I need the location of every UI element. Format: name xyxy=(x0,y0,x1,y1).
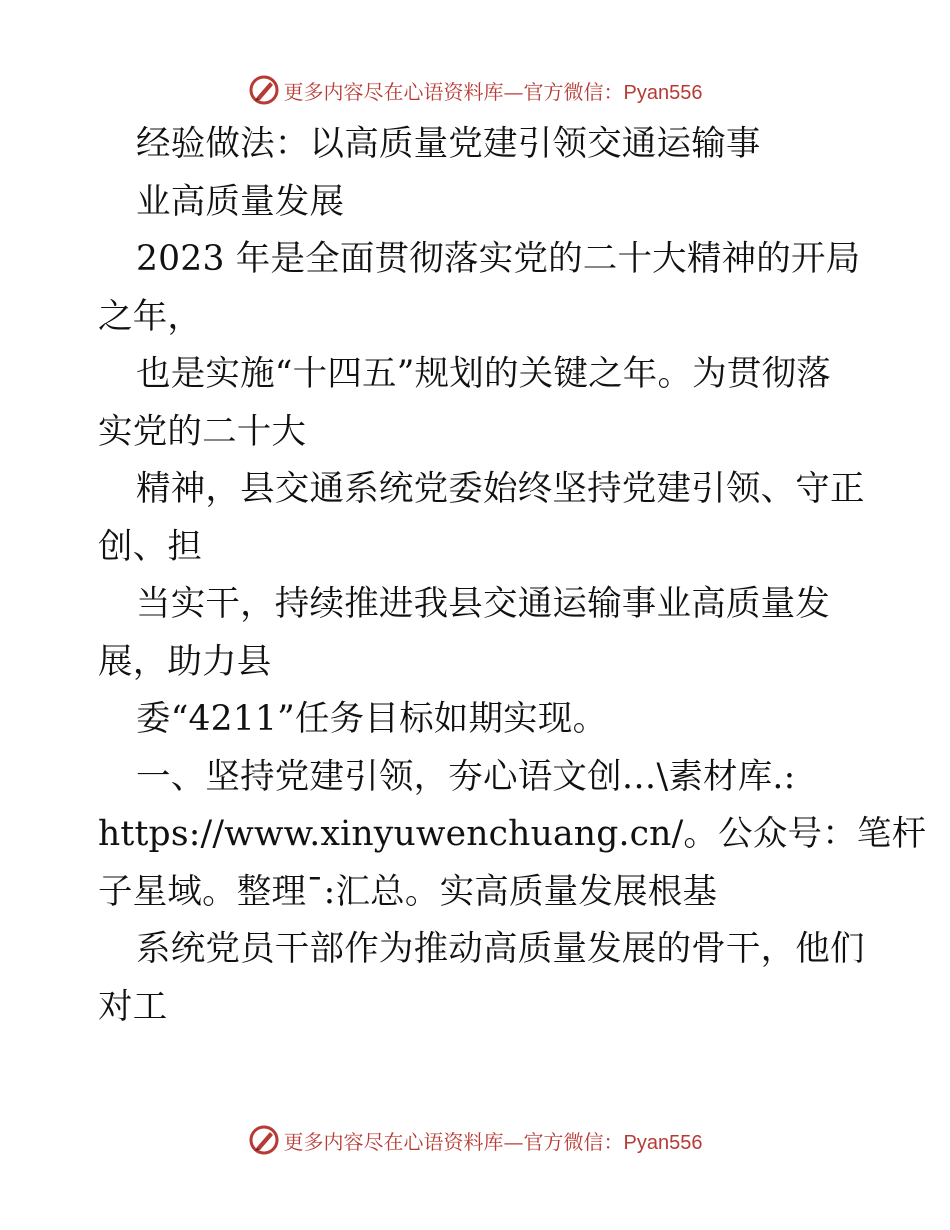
doc-line: 经验做法：以高质量党建引领交通运输事 xyxy=(136,124,761,164)
doc-line: 创、担 xyxy=(98,526,203,567)
doc-line: 业高质量发展 xyxy=(136,181,345,222)
doc-line: 也是实施“十四五”规划的关键之年。为贯彻落 xyxy=(136,354,831,394)
doc-line: 当实干，持续推进我县交通运输事业高质量发 xyxy=(136,584,830,624)
pen-logo-icon xyxy=(248,74,280,106)
doc-line: 2023 年是全面贯彻落实党的二十大精神的开局 xyxy=(136,239,861,279)
watermark-wechat-id: Pyan556 xyxy=(623,1131,703,1154)
doc-line: 对工 xyxy=(98,986,168,1027)
doc-line: 之年， xyxy=(98,296,203,337)
doc-line: 子星域。整理¯:汇总。实高质量发展根基 xyxy=(98,871,718,912)
document-body xyxy=(98,116,927,1036)
pen-logo-icon xyxy=(248,1124,280,1156)
watermark-wechat-id: Pyan556 xyxy=(623,81,703,104)
doc-line: 展，助力县 xyxy=(98,641,272,682)
doc-line: 精神，县交通系统党委始终坚持党建引领、守正 xyxy=(136,469,865,509)
footer-watermark xyxy=(0,1120,950,1160)
doc-line: 一、坚持党建引领，夯心语文创…\素材库.: xyxy=(136,756,796,797)
doc-line: 系统党员干部作为推动高质量发展的骨干，他们 xyxy=(136,929,865,969)
watermark-text: 更多内容尽在心语资料库—官方微信： xyxy=(283,1129,624,1154)
doc-line: 实党的二十大 xyxy=(98,411,307,452)
doc-line: 委“4211”任务目标如期实现。 xyxy=(136,699,608,739)
header-watermark xyxy=(0,70,950,110)
watermark-text: 更多内容尽在心语资料库—官方微信： xyxy=(283,79,624,104)
doc-line: https://www.xinyuwenchuang.cn/。公众号：笔杆 xyxy=(98,814,927,854)
